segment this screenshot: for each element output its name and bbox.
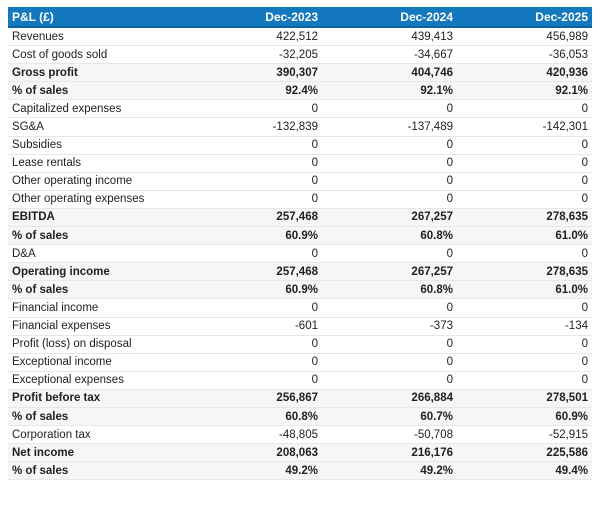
row-value: -50,708 [413, 428, 453, 441]
row-label: Corporation tax [12, 428, 91, 441]
row-value: 61.0% [555, 283, 588, 296]
row-value: 0 [446, 247, 453, 260]
table-row [8, 209, 592, 227]
row-label: Revenues [12, 30, 64, 43]
row-value: 0 [446, 374, 453, 387]
row-value: 49.2% [420, 464, 453, 477]
table-row [8, 155, 592, 173]
row-value: -134 [564, 320, 588, 333]
row-label: Other operating income [12, 175, 133, 188]
row-value: 225,586 [546, 446, 588, 459]
table-row [8, 462, 592, 480]
row-label: Operating income [12, 265, 110, 278]
row-value: 0 [311, 301, 318, 314]
row-value: 0 [446, 102, 453, 115]
row-value: 278,635 [546, 265, 588, 278]
row-value: -132,839 [272, 121, 318, 134]
column-header-dec-2025: Dec-2025 [535, 9, 588, 24]
table-row [8, 46, 592, 64]
row-label: % of sales [12, 84, 69, 97]
row-value: 60.8% [420, 229, 453, 242]
row-value: 0 [311, 338, 318, 351]
row-label: % of sales [12, 410, 69, 423]
row-value: 0 [446, 157, 453, 170]
table-row [8, 245, 592, 263]
row-value: 390,307 [276, 66, 318, 79]
row-value: 0 [311, 356, 318, 369]
row-value: 257,468 [276, 265, 318, 278]
table-row [8, 173, 592, 191]
table-row [8, 281, 592, 299]
table-row [8, 64, 592, 82]
row-value: 60.7% [420, 410, 453, 423]
column-header-dec-2023: Dec-2023 [265, 9, 318, 24]
row-value: 0 [311, 247, 318, 260]
table-row [8, 390, 592, 408]
row-label: % of sales [12, 283, 69, 296]
row-label: Exceptional expenses [12, 374, 124, 387]
row-value: 278,635 [546, 211, 588, 224]
row-value: 257,468 [276, 211, 318, 224]
row-value: 439,413 [411, 30, 453, 43]
row-label: Exceptional income [12, 356, 112, 369]
row-value: -373 [429, 320, 453, 333]
row-value: 422,512 [276, 30, 318, 43]
table-row [8, 354, 592, 372]
table-row [8, 118, 592, 136]
row-value: 0 [446, 338, 453, 351]
row-label: Cost of goods sold [12, 48, 108, 61]
row-label: Financial income [12, 301, 99, 314]
row-value: 0 [311, 139, 318, 152]
row-label: Profit (loss) on disposal [12, 338, 132, 351]
table-row [8, 408, 592, 426]
row-value: 92.1% [420, 84, 453, 97]
row-value: 456,989 [546, 30, 588, 43]
table-row [8, 191, 592, 209]
row-value: 256,867 [276, 392, 318, 405]
row-value: 267,257 [411, 211, 453, 224]
row-value: 92.1% [555, 84, 588, 97]
row-value: 404,746 [411, 66, 453, 79]
row-value: 420,936 [546, 66, 588, 79]
table-row [8, 444, 592, 462]
row-value: 0 [581, 175, 588, 188]
row-value: 0 [581, 157, 588, 170]
row-value: 0 [581, 247, 588, 260]
table-row [8, 28, 592, 46]
row-value: 0 [446, 193, 453, 206]
row-value: 0 [581, 102, 588, 115]
row-value: 0 [311, 102, 318, 115]
row-value: 92.4% [285, 84, 318, 97]
row-value: 60.9% [285, 283, 318, 296]
row-value: 0 [446, 139, 453, 152]
row-value: 266,884 [411, 392, 453, 405]
row-value: 60.8% [420, 283, 453, 296]
row-value: -601 [294, 320, 318, 333]
row-label: % of sales [12, 229, 69, 242]
table-row [8, 372, 592, 390]
table-row [8, 263, 592, 281]
table-row [8, 426, 592, 444]
row-value: 0 [446, 175, 453, 188]
row-value: 61.0% [555, 229, 588, 242]
row-value: 0 [581, 193, 588, 206]
table-row [8, 227, 592, 245]
table-header-row [8, 7, 592, 28]
row-value: 0 [311, 374, 318, 387]
row-label: Other operating expenses [12, 193, 145, 206]
row-value: 0 [311, 193, 318, 206]
row-value: -52,915 [548, 428, 588, 441]
table-row [8, 100, 592, 118]
row-label: Capitalized expenses [12, 102, 122, 115]
row-label: Lease rentals [12, 157, 82, 170]
table-body [8, 28, 592, 480]
row-value: 60.9% [555, 410, 588, 423]
table-row [8, 137, 592, 155]
row-value: -34,667 [413, 48, 453, 61]
row-label: Profit before tax [12, 392, 101, 405]
row-value: 49.4% [555, 464, 588, 477]
table-row [8, 318, 592, 336]
row-label: Subsidies [12, 139, 62, 152]
table-title: P&L (£) [12, 9, 54, 24]
row-label: Gross profit [12, 66, 78, 79]
row-value: 60.8% [285, 410, 318, 423]
row-value: -32,205 [278, 48, 318, 61]
row-value: 0 [446, 356, 453, 369]
table-row [8, 336, 592, 354]
row-label: SG&A [12, 121, 44, 134]
row-value: 0 [581, 139, 588, 152]
table-row [8, 299, 592, 317]
row-value: 49.2% [285, 464, 318, 477]
row-value: -142,301 [542, 121, 588, 134]
table-row [8, 82, 592, 100]
row-value: 216,176 [411, 446, 453, 459]
row-value: 60.9% [285, 229, 318, 242]
row-value: 0 [446, 301, 453, 314]
row-value: -137,489 [407, 121, 453, 134]
row-label: % of sales [12, 464, 69, 477]
row-label: D&A [12, 247, 36, 260]
row-label: Financial expenses [12, 320, 111, 333]
row-value: -48,805 [278, 428, 318, 441]
row-value: 0 [581, 374, 588, 387]
row-value: 267,257 [411, 265, 453, 278]
row-value: 0 [311, 175, 318, 188]
column-header-dec-2024: Dec-2024 [400, 9, 453, 24]
row-label: EBITDA [12, 211, 55, 224]
row-value: 0 [581, 301, 588, 314]
row-value: 208,063 [276, 446, 318, 459]
row-value: 0 [581, 338, 588, 351]
pnl-table [8, 7, 592, 480]
row-label: Net income [12, 446, 74, 459]
row-value: 0 [581, 356, 588, 369]
row-value: -36,053 [548, 48, 588, 61]
row-value: 278,501 [546, 392, 588, 405]
row-value: 0 [311, 157, 318, 170]
